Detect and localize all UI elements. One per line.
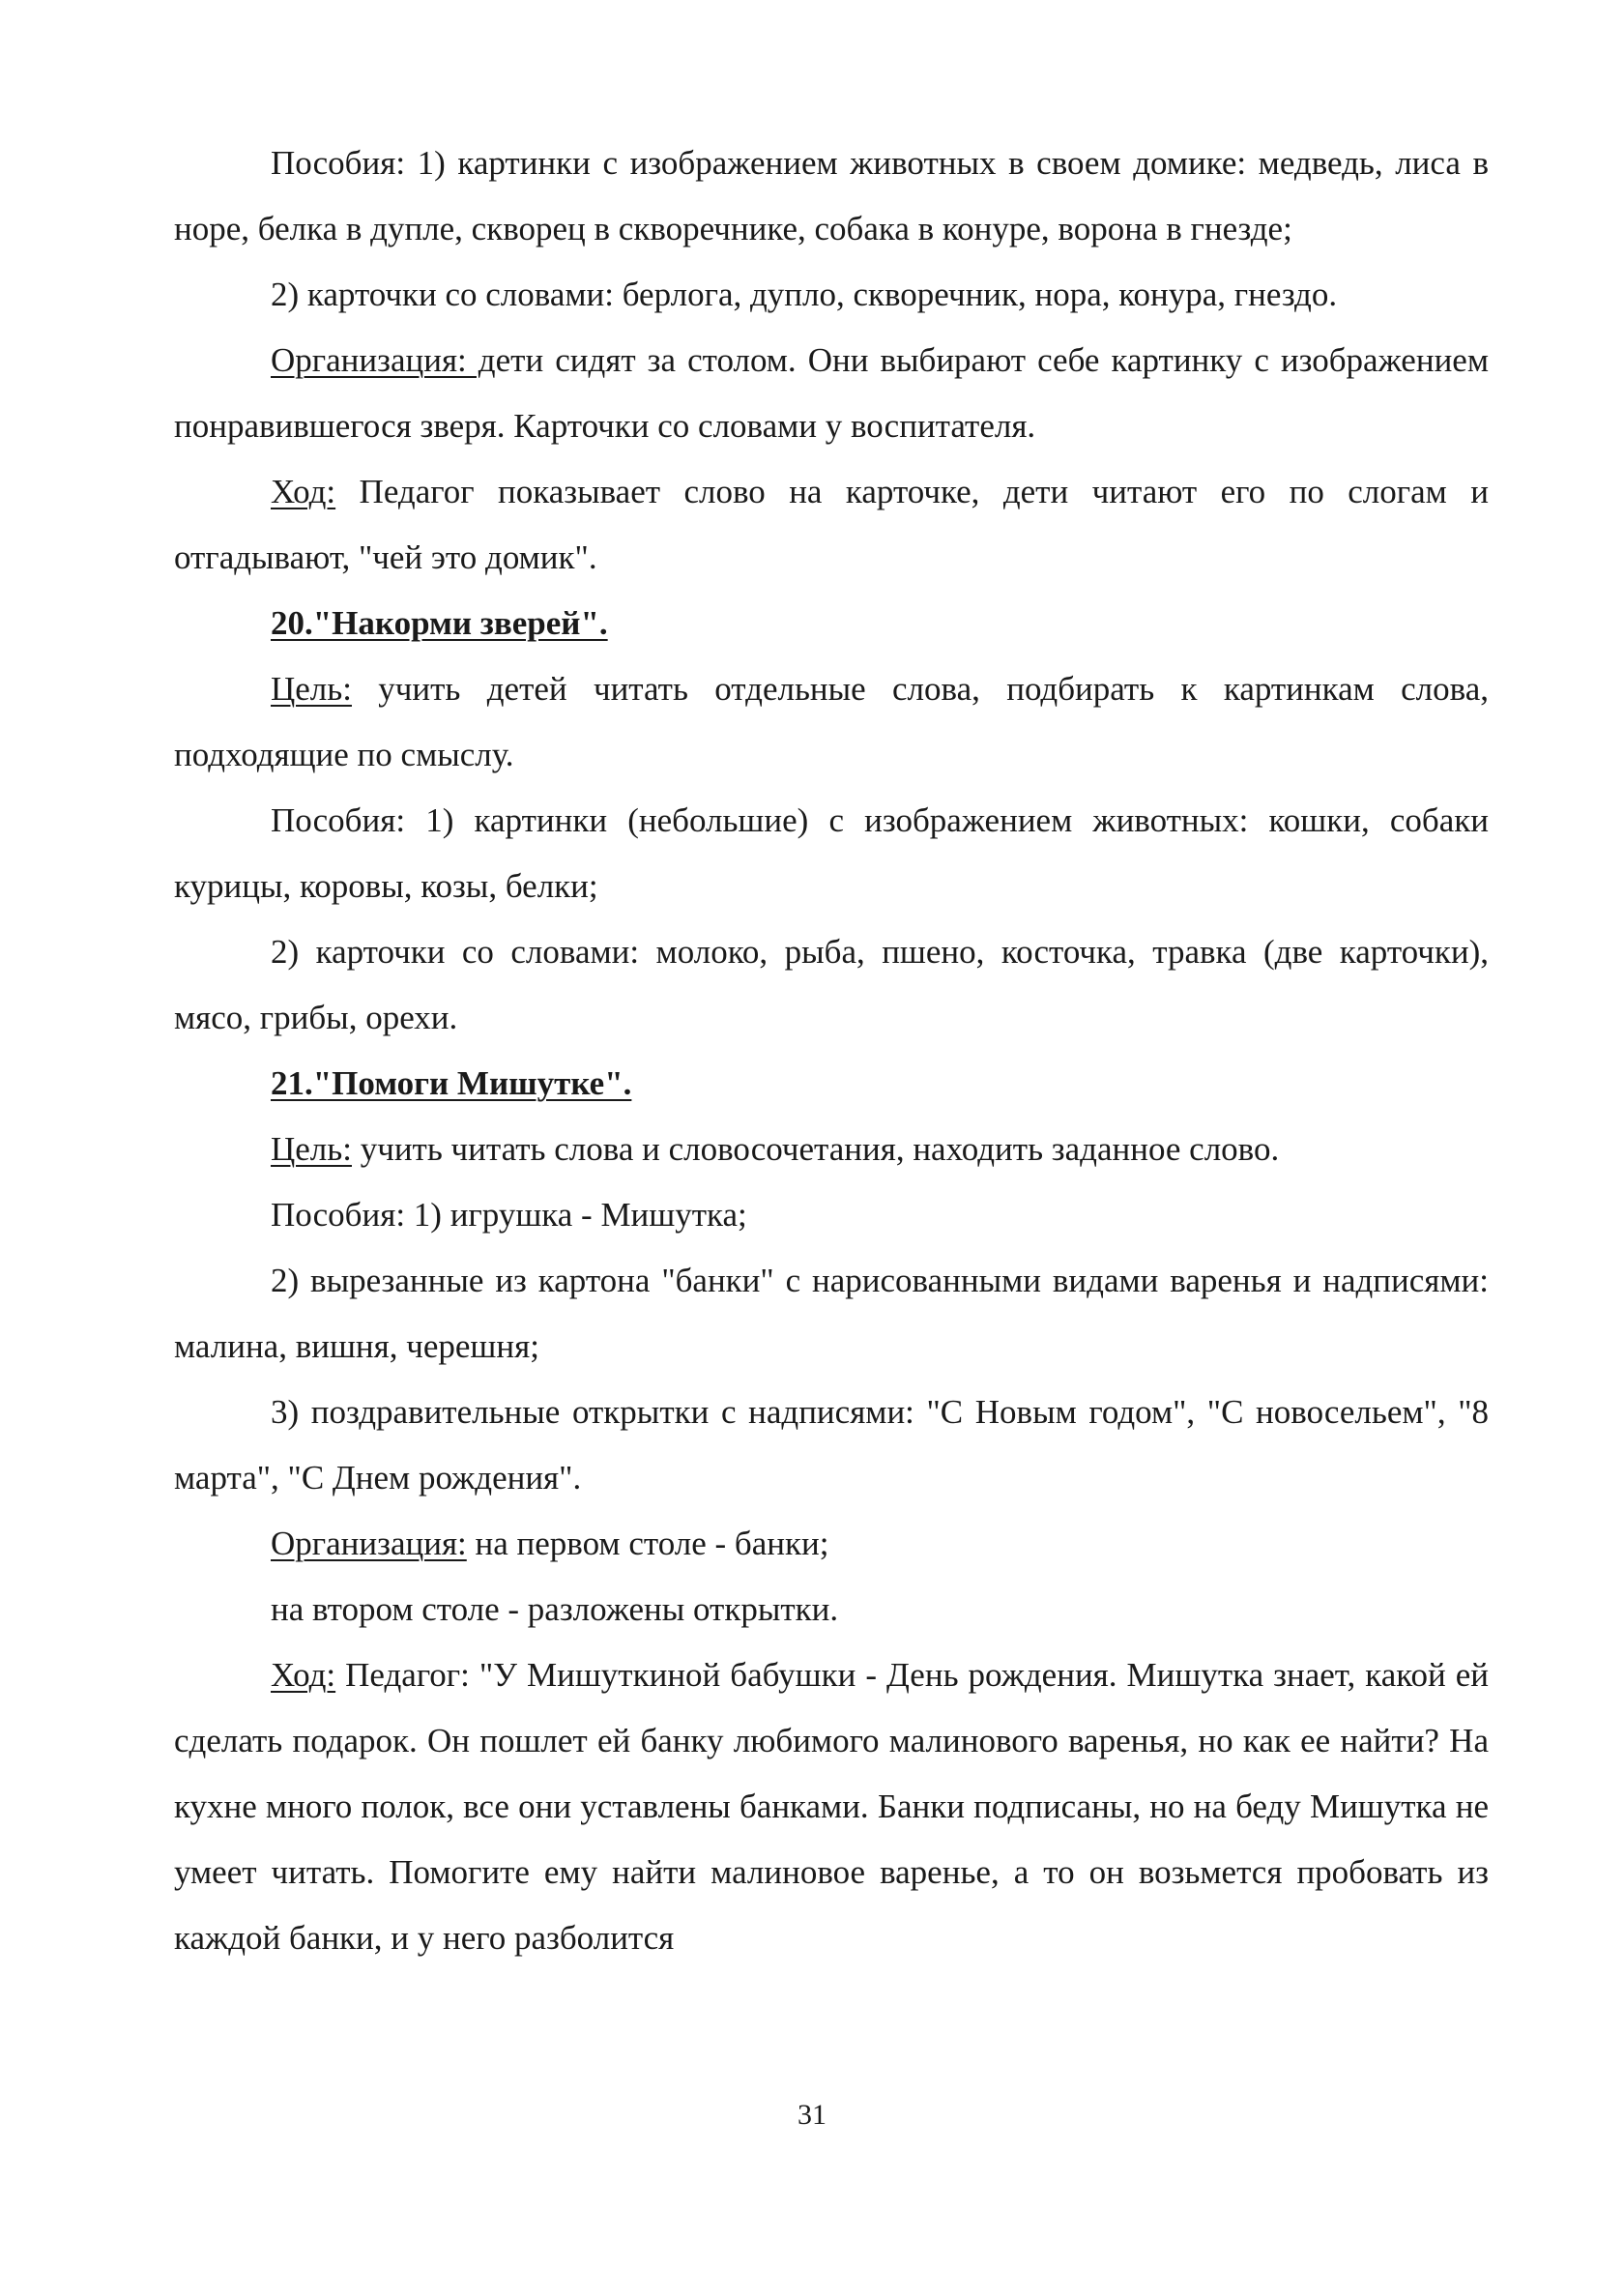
paragraph-materials-3	[174, 1380, 1489, 1511]
page-number: 31	[798, 2099, 826, 2131]
paragraph-text: Пособия: 1) картинки (небольшие) с изображением животных: кошки, собаки курицы, коровы, козы, белки;	[174, 801, 1489, 905]
paragraph-label: Цель:	[271, 1130, 352, 1168]
paragraph-text: учить читать слова и словосочетания, находить заданное слово.	[351, 1130, 1280, 1168]
paragraph-organization	[174, 1511, 1489, 1577]
paragraph-goal	[174, 1117, 1489, 1182]
paragraph-text: 2) карточки со словами: берлога, дупло, скворечник, нора, конура, гнездо.	[271, 276, 1338, 313]
paragraph-text: учить детей читать отдельные слова, подбирать к картинкам слова, подходящие по смыслу.	[174, 670, 1489, 773]
section-heading-20	[174, 591, 1489, 656]
paragraph-goal	[174, 656, 1489, 788]
paragraph-label: Ход:	[271, 1656, 336, 1694]
paragraph-materials-1	[174, 131, 1489, 262]
document-body	[174, 131, 1489, 1971]
paragraph-materials-2	[174, 1248, 1489, 1380]
paragraph-procedure	[174, 459, 1489, 591]
paragraph-text: Педагог показывает слово на карточке, дети читают его по слогам и отгадывают, "чей это домик".	[174, 473, 1489, 576]
paragraph-organization	[174, 328, 1489, 459]
paragraph-label: Ход:	[271, 473, 336, 510]
paragraph-text: 2) карточки со словами: молоко, рыба, пшено, косточка, травка (две карточки), мясо, грибы, орехи.	[174, 933, 1489, 1036]
paragraph-materials-1	[174, 1182, 1489, 1248]
paragraph-label: Организация:	[271, 1525, 467, 1562]
paragraph-organization-continued	[174, 1577, 1489, 1642]
paragraph-text: 2) вырезанные из картона "банки" с нарисованными видами варенья и надписями: малина, вишня, черешня;	[174, 1262, 1489, 1365]
paragraph-text: Педагог: "У Мишуткиной бабушки - День рождения. Мишутка знает, какой ей сделать подарок. Он пошлет ей банку любимого малинового варенья, но как ее найти? На кухне много полок, все они уставлены банками. Банки подписаны, но на беду Мишутка не умеет читать. Помогите ему найти малиновое варенье, а то он возьмется пробовать из каждой банки, и у него разболится	[174, 1656, 1489, 1957]
heading-text: 21."Помоги Мишутке".	[271, 1064, 632, 1102]
paragraph-materials-2	[174, 262, 1489, 328]
paragraph-procedure	[174, 1642, 1489, 1971]
section-heading-21	[174, 1051, 1489, 1117]
heading-text: 20."Накорми зверей".	[271, 604, 608, 642]
paragraph-materials-2	[174, 919, 1489, 1051]
paragraph-text: 3) поздравительные открытки с надписями: "С Новым годом", "С новосельем", "8 марта", "С Днем рождения".	[174, 1393, 1489, 1497]
paragraph-text: ети сидят за столом. Они выбирают себе картинку с изображением понравившегося зверя. Карточки со словами у воспитателя.	[174, 341, 1489, 445]
paragraph-text: на втором столе - разложены открытки.	[271, 1590, 839, 1628]
paragraph-label: Цель:	[271, 670, 352, 708]
paragraph-materials-1	[174, 788, 1489, 919]
paragraph-label: Организация: д	[271, 341, 496, 379]
paragraph-text: Пособия: 1) картинки с изображением животных в своем домике: медведь, лиса в норе, белка в дупле, скворец в скворечнике, собака в конуре, ворона в гнезде;	[174, 144, 1489, 247]
paragraph-text: на первом столе - банки;	[466, 1525, 829, 1562]
paragraph-text: Пособия: 1) игрушка - Мишутка;	[271, 1196, 747, 1234]
